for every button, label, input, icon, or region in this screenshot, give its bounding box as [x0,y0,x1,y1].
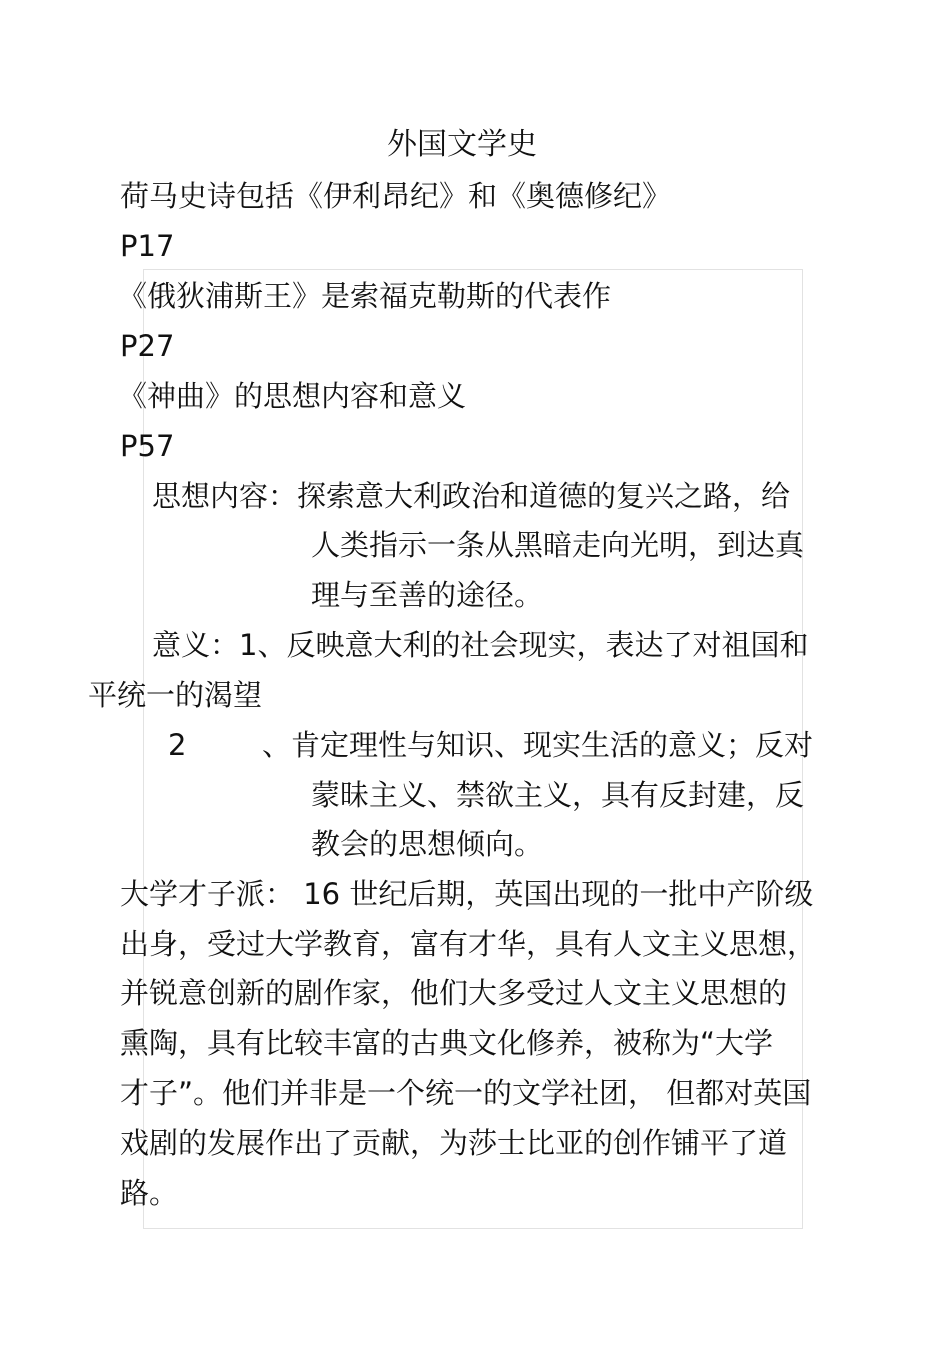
thought-content-line-2: 人类指示一条从黑暗走向光明，到达真 [311,528,805,562]
meaning-2-line-1: 、肯定理性与知识、现实生活的意义；反对 [262,728,814,762]
university-wits-line-5: 才子”。他们并非是一个统一的文学社团， 但都对英国 [120,1076,812,1110]
divine-comedy-page-ref: P57 [120,429,175,463]
oedipus-page-ref: P27 [120,329,175,363]
university-wits-line-2: 出身，受过大学教育，富有才华，具有人文主义思想， [120,927,817,961]
university-wits-line-4: 熏陶，具有比较丰富的古典文化修养，被称为“大学 [120,1026,774,1060]
homer-page-ref: P17 [120,229,175,263]
university-wits-line-1: 大学才子派： 16 世纪后期，英国出现的一批中产阶级 [120,877,814,911]
oedipus-line: 《俄狄浦斯王》是索福克勒斯的代表作 [118,279,612,313]
thought-content-line-3: 理与至善的途径。 [311,578,544,612]
meaning-2-number: 2 [168,728,187,762]
meaning-2-line-2: 蒙昧主义、禁欲主义，具有反封建，反 [311,778,805,812]
university-wits-line-6: 戏剧的发展作出了贡献，为莎士比亚的创作铺平了道 [120,1126,788,1160]
meaning-line-1-continued: 平统一的渴望 [88,678,263,712]
university-wits-line-3: 并锐意创新的剧作家，他们大多受过人文主义思想的 [120,976,788,1010]
university-wits-line-7: 路。 [120,1176,179,1210]
meaning-line-1: 意义：1、反映意大利的社会现实，表达了对祖国和 [152,628,809,662]
meaning-2-line-3: 教会的思想倾向。 [311,827,544,861]
page-title: 外国文学史 [387,127,537,162]
divine-comedy-line: 《神曲》的思想内容和意义 [118,379,467,413]
homer-line: 荷马史诗包括《伊利昂纪》和《奥德修纪》 [120,179,672,213]
thought-content-line-1: 思想内容：探索意大利政治和道德的复兴之路，给 [152,479,791,513]
